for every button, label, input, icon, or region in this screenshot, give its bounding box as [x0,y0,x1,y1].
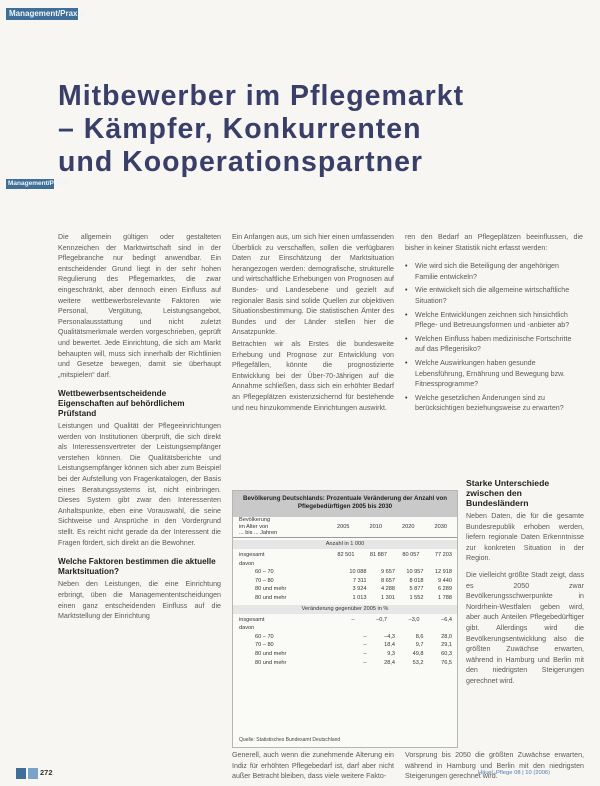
table-cell: 9 657 [381,569,395,576]
data-table [232,490,458,748]
table-row-label: davon [239,560,255,567]
column-2-bottom [232,750,394,786]
table-row [233,641,457,650]
question-list [405,261,583,414]
table-cell: 1 788 [438,594,452,601]
magazine-logo-icon [16,768,38,779]
table-cell [360,560,393,569]
table-row-label: davon [239,625,255,632]
table-row [233,568,457,577]
table-row-label: 70 – 80 [255,642,274,649]
table-cell: 3 924 [352,586,367,593]
table-cell: 7 311 [352,577,367,584]
col2-paragraph-bottom: Generell, auch wenn die zunehmende Alterung ein Indiz für erhöhten Pflegebedarf ist, darf aber nicht außer Betracht bleiben, dass viele weitere Fakto- [232,751,394,781]
table-cell: –0,7 [376,616,387,623]
table-cell: 10 957 [406,569,424,576]
table-row-label: 60 – 70 [255,569,274,576]
col3-paragraph-1: ren den Bedarf an Pflegeplätzen beeinflussen, die bisher in keiner Statistik nicht erfasst werden: [405,233,583,252]
column-3-side [466,478,584,773]
table-row-label: 80 und mehr [255,650,287,657]
table-row [233,560,457,569]
list-item: • Welche Entwicklungen zeichnen sich hinsichtlich Pflege- und Betreuungsformen und -anbieter ab? [405,310,583,331]
column-2 [232,232,394,477]
title-line-3: und Kooperationspartner [58,146,424,178]
table-section-absolute [233,551,457,603]
table-cell [425,624,458,633]
table-cell: 1 552 [409,594,424,601]
column-3-bottom [405,750,584,786]
col1-heading-3: Welche Faktoren bestimmen die aktuelle Marktsituation? [58,557,216,576]
table-year-2005: 2005 [337,524,350,530]
table-cell: –3,0 [408,616,420,623]
table-source: Quelle: Statistisches Bundesamt Deutschland [239,737,341,743]
table-row [233,551,457,560]
title-tag: Management/Praxis [8,180,70,187]
table-cell: 1 013 [352,594,367,601]
table-row [233,650,457,659]
table-year-2010: 2010 [369,524,382,530]
table-row [233,577,457,586]
table-row-label: 80 und mehr [255,659,287,666]
table-cell: 53,2 [412,659,424,666]
table-cell: – [363,659,367,666]
col2-paragraph-2: Betrachten wir als Erstes die bundesweite Erhebung und Prognose zur Entwicklung von Pflegefällen, könnte die prognostizierte Entwicklung bei der Über-70-Jährigen auf die Annahme schließen, dass sich ein erhöhter Bedarf an Pflegeplätzen existenzsichernd für bestehende und neu hinzukommende Einrichtungen auswirkt. [232,339,394,412]
table-cell [392,624,425,633]
table-cell: 28,0 [441,633,452,640]
list-item: • Welche gesetzlichen Änderungen sind zu berücksichtigen beziehungsweise zu erwarten? [405,393,583,414]
table-cell: 28,4 [384,659,395,666]
table-row-label: insgesamt [239,552,265,558]
table-cell [327,624,360,633]
table-row [233,616,457,625]
table-cell: 12 918 [434,569,452,576]
table-row-label: 80 und mehr [255,594,287,601]
table-cell: 5 877 [409,586,424,593]
table-cell: 49,8 [412,650,424,657]
table-cell: 82 501 [337,552,355,558]
table-cell: 60,3 [441,650,452,657]
table-row [233,659,457,668]
list-item: • Wie wird sich die Beteiligung der angehörigen Familie entwickeln? [405,261,583,282]
page-number: 272 [40,768,53,777]
table-cell: – [363,633,367,640]
article-title [58,80,578,179]
section-tag: Management/Praxis [6,8,78,20]
col3-paragraph-3: Die vielleicht größte Stadt zeigt, dass es 2050 zwar Bevölkerungsschwerpunkte in Nordrhein-Westfalen geben wird, aber auch Anteilen Pflegebedürftiger gibt. Allerdings wird die Bevölkerungsentwicklung also die größten Zuwächse erwarten, während in Hamburg und Berlin mit den niedrigsten Steigerungen gerechnet wird. [466,570,584,685]
table-cell: 1 301 [381,594,395,601]
table-year-2020: 2020 [402,524,415,530]
title-line-1: Mitbewerber im Pflegemarkt [58,80,465,112]
title-line-2: – Kämpfer, Konkurrenten [58,113,422,145]
table-section-change [233,616,457,668]
table-cell: 4 288 [381,586,395,593]
table-cell: 6 289 [438,586,452,593]
col3-paragraph-bottom: Vorsprung bis 2050 die größten Zuwächse erwarten, während in Hamburg und Berlin mit den niedrigsten Steigerungen gerechnet wird. [405,751,584,781]
table-header-label: Bevölkerung im Alter von ... bis ... Jahren [239,517,278,537]
table-band-1: Anzahl in 1 000 [233,540,457,549]
table-cell: 9 440 [438,577,452,584]
col1-paragraph-2: Leistungen und Qualität der Pflegeeinrichtungen werden von Institutionen überprüft, die sich direkt als Interessensvertreter der Leistungsempfänger verstehen können. Die Qualitätsberichte und Leistungsempfänger können sich aber zum Beispiel bei der Aufstellung von Fragenkatalogen, der Basis eines Beratungssystems ist, nicht einbringen. Dieses System gibt zwar den Interessenten Anhaltspunkte, eben eine Vorauswahl, die seine Sichtweise und Ansprüche in den Vordergrund stellt. Es reicht nicht gerade da der Interessent die Fragen fördert, sich direkt an die Bewohner. [58,422,221,547]
list-item: • Wie entwickelt sich die allgemeine wirtschaftliche Situation? [405,285,583,306]
list-item: • Welchen Einfluss haben medizinische Fortschritte auf das Pflegerisiko? [405,334,583,355]
table-band-2: Veränderung gegenüber 2005 in % [233,605,457,614]
col1-paragraph-1: Die allgemein gültigen oder gestalteten Kennzeichen der Marktwirtschaft sind in der Pflegebranche nur bedingt anwendbar. Ein entscheidender Grund liegt in der sehr hohen Regulierung des Pflegemarktes, die zwar eingeschränkt, aber dennoch einen Einfluss auf weitere wettbewerbsrelevante Faktoren wie Personal, Vergütung, Leistungsangebot, Personalausstattung und nicht zuletzt Qualitätsmerkmale werden vorgeschrieben, geprüft und bewertet. Jede Einrichtung, die sich am Markt behaupten will, muss sich innerhalb der Richtlinien und Gesetze bewegen, damit sie überhaupt „mitspielen“ darf. [58,233,221,379]
col1-heading-2: Wettbewerbsentscheidende Eigenschaften auf behördlichem Prüfstand [58,389,185,418]
table-cell: 9,7 [415,642,424,649]
col1-paragraph-3: Neben den Leistungen, die eine Einrichtung erbringt, üben die Managemententscheidungen einen ganz entscheidenden Einfluss auf die Marktstellung der Einrichtung [58,580,221,621]
table-row [233,585,457,594]
table-cell [425,560,458,569]
table-cell: 80 057 [402,552,420,558]
table-title: Bevölkerung Deutschlands: Prozentuale Veränderung der Anzahl von Pflegebedürftigen 2005 bis 2030 [233,491,457,517]
table-row [233,594,457,603]
column-1 [58,232,221,768]
table-cell: 29,1 [441,642,452,649]
table-cell [360,624,393,633]
table-cell: – [351,616,355,623]
table-row [233,633,457,642]
table-cell: 8,6 [415,633,424,640]
list-item: • Welche Auswirkungen haben gesunde Lebensführung, Ernährung und Bewegung bzw. Fitnessprogramme? [405,358,583,390]
table-cell: –4,3 [384,633,395,640]
table-cell: 8 018 [409,577,424,584]
table-cell: 81 887 [369,552,387,558]
table-cell: –6,4 [441,616,452,623]
table-cell: – [363,642,367,649]
column-3 [405,232,583,464]
table-cell: 18,4 [384,642,395,649]
col3-paragraph-2: Neben Daten, die für die gesamte Bundesrepublik erhoben werden, liefern regionale Daten Erkenntnisse zur konkreten Situation in der Region. [466,512,584,563]
table-cell: 9,3 [387,650,395,657]
table-row-label: 60 – 70 [255,633,274,640]
magazine-issue: Häusl. Pflege 08 | 10 (2006) [478,770,551,776]
table-cell [327,560,360,569]
table-row [233,624,457,633]
table-row-label: 70 – 80 [255,577,274,584]
table-cell: 77 203 [434,552,452,558]
table-cell: 10 088 [349,569,367,576]
table-row-label: insgesamt [239,616,265,623]
table-cell: 8 657 [381,577,395,584]
col3-heading: Starke Unterschiede zwischen den Bundesländern [466,478,550,508]
table-cell [392,560,425,569]
table-cell: – [363,650,367,657]
table-row-label: 80 und mehr [255,586,287,593]
table-cell: 76,5 [441,659,452,666]
table-year-2030: 2030 [434,524,447,530]
col2-paragraph-1: Ein Anfangen aus, um sich hier einen umfassenden Überblick zu verschaffen, sollen die verfügbaren Daten zur Einschätzung der Marktsituation herangezogen werden: demografische, strukturelle und wirtschaftliche Erhebungen von Prognosen auf Bundes- und Landesebene und gezielt auf regionaler Basis sind solide Quellen zur objektiven Situationsbestimmung. Die statistischen Ämter des Bundes und der Länder stellen hier die Ansatzpunkte. [232,233,394,337]
table-header [233,517,457,538]
